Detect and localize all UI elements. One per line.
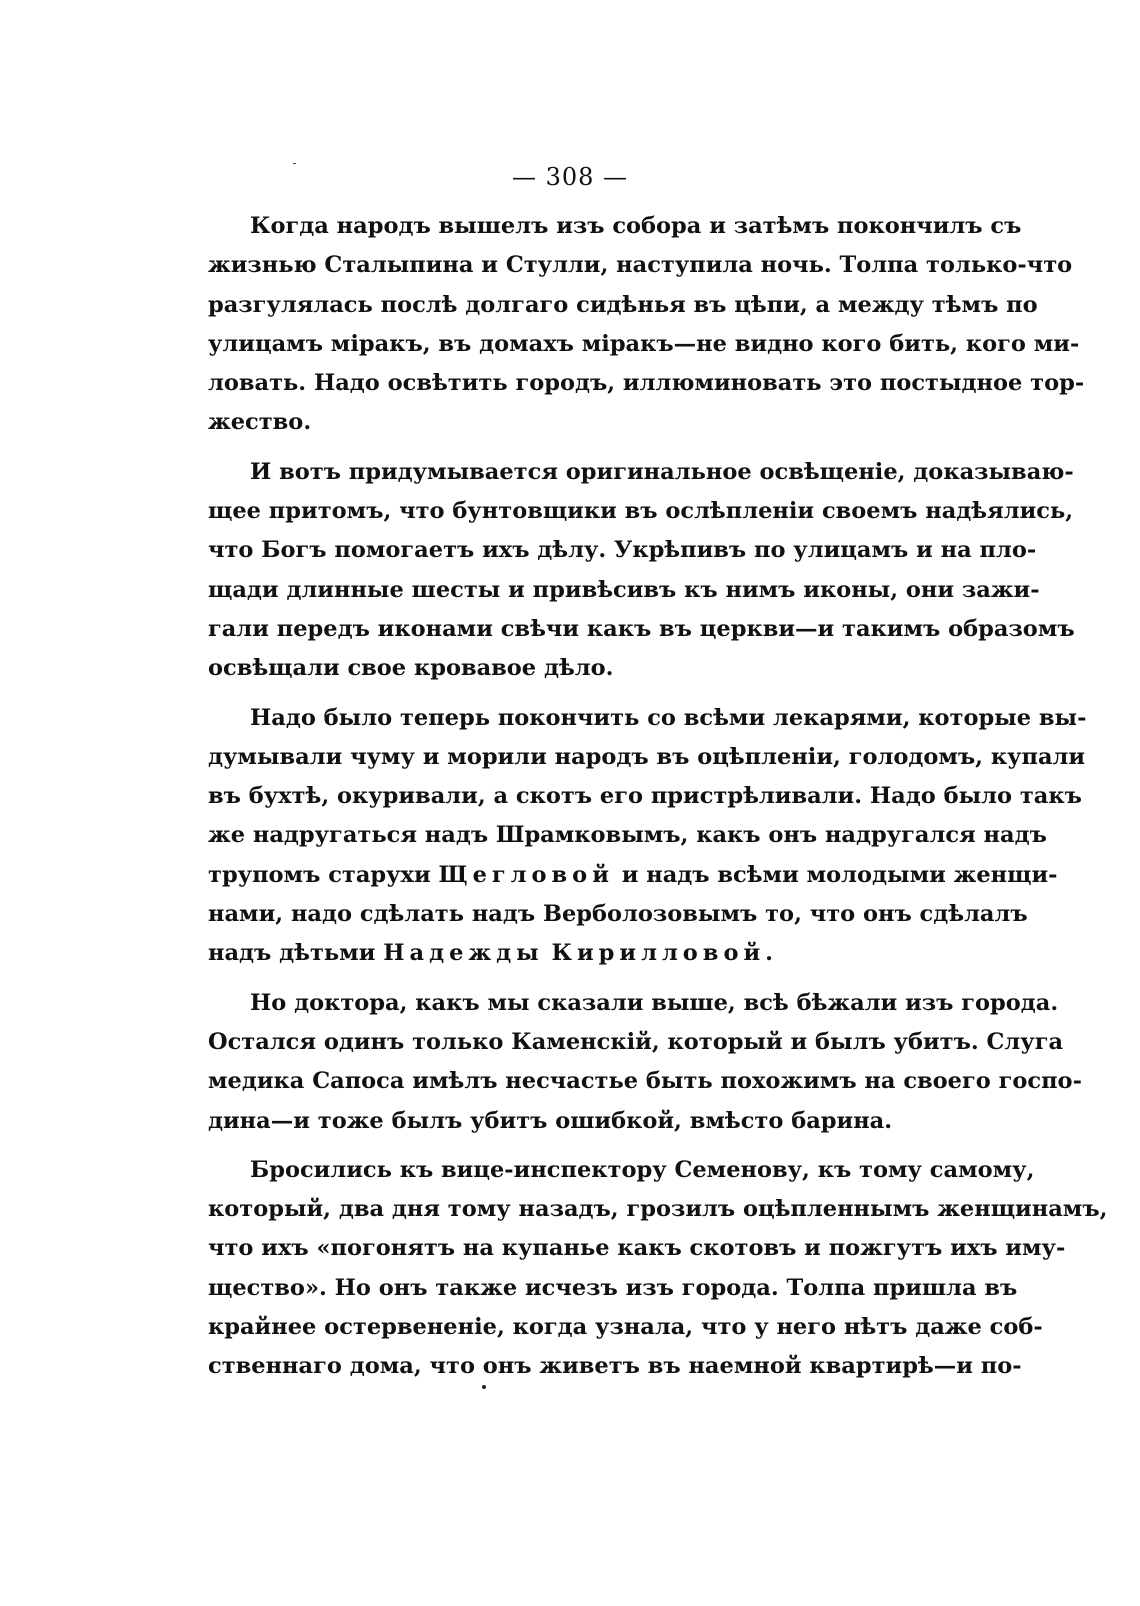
paragraph-3 <box>208 699 1087 974</box>
text-line: ственнаго дома, что онъ живетъ въ наемной квартирѣ—и по- <box>208 1353 1022 1380</box>
page-number: — 308 — <box>511 163 629 191</box>
text-line: въ бухтѣ, окуривали, а скотъ его пристрѣливали. Надо было такъ <box>208 783 1082 810</box>
text-line: щади длинные шесты и привѣсивъ къ нимъ иконы, они зажи- <box>208 576 1040 603</box>
text-line: думывали чуму и морили народъ въ оцѣпленіи, голодомъ, купали <box>208 743 1086 770</box>
emphasized-name: Надежды <box>383 940 544 967</box>
text-line: жество. <box>208 409 312 436</box>
paragraph-4 <box>208 984 1082 1141</box>
text-line: нами, надо сдѣлать надъ Верболозовымъ то, что онъ сдѣлалъ <box>208 901 1028 928</box>
text-line: медика Сапоса имѣлъ несчастье быть похожимъ на своего госпо- <box>208 1068 1082 1095</box>
text-line: что ихъ «погонятъ на купанье какъ скотовъ и пожгутъ ихъ иму- <box>208 1235 1066 1262</box>
body-text <box>208 207 1108 1397</box>
text-line: надъ дѣтьми Надежды Кирилловой. <box>208 940 773 967</box>
paragraph-1 <box>208 207 1085 443</box>
text-line: освѣщали свое кровавое дѣло. <box>208 655 614 682</box>
ink-speck <box>293 163 296 164</box>
paragraph-5 <box>208 1151 1108 1387</box>
text-line: трупомъ старухи Щегловой и надъ всѣми молодыми женщи- <box>208 861 1058 888</box>
text-line: И вотъ придумывается оригинальное освѣщеніе, доказываю- <box>250 458 1074 485</box>
text-line: же надругаться надъ Шрамковымъ, какъ онъ надругался надъ <box>208 822 1047 849</box>
text-line: ловать. Надо освѣтить городъ, иллюминовать это постыдное тор- <box>208 370 1085 397</box>
text-line: щее притомъ, что бунтовщики въ ослѣпленіи своемъ надѣялись, <box>208 498 1074 525</box>
paragraph-2 <box>208 453 1075 689</box>
text-line: Но доктора, какъ мы сказали выше, всѣ бѣжали изъ города. <box>250 989 1059 1016</box>
text-line: Остался одинъ только Каменскій, который и былъ убитъ. Слуга <box>208 1028 1064 1055</box>
text-line: дина—и тоже былъ убитъ ошибкой, вмѣсто барина. <box>208 1107 893 1134</box>
text-line: крайнее остервененіе, когда узнала, что у него нѣтъ даже соб- <box>208 1314 1043 1341</box>
text-line: который, два дня тому назадъ, грозилъ оцѣпленнымъ женщинамъ, <box>208 1196 1108 1223</box>
text-line: Когда народъ вышелъ изъ собора и затѣмъ покончилъ съ <box>250 213 1022 239</box>
text-line: Надо было теперь покончить со всѣми лекарями, которые вы- <box>250 704 1087 731</box>
emphasized-name: Кирилловой <box>551 940 766 967</box>
text-line: жизнью Сталыпина и Стулли, наступила ночь. Толпа только-что <box>208 252 1073 279</box>
text-line: щество». Но онъ также исчезъ изъ города. Толпа пришла въ <box>208 1274 1018 1301</box>
text-line: улицамъ міракъ, въ домахъ міракъ—не видно кого бить, кого ми- <box>208 330 1080 357</box>
text-line: Бросились къ вице-инспектору Семенову, къ тому самому, <box>250 1156 1035 1183</box>
text-line: что Богъ помогаетъ ихъ дѣлу. Укрѣпивъ по улицамъ и на пло- <box>208 537 1037 564</box>
ink-speck <box>482 1385 486 1389</box>
text-line: гали передъ иконами свѣчи какъ въ церкви—и такимъ образомъ <box>208 615 1075 642</box>
emphasized-name: Щегловой <box>438 861 614 888</box>
text-line: разгулялась послѣ долгаго сидѣнья въ цѣпи, а между тѣмъ по <box>208 291 1038 318</box>
